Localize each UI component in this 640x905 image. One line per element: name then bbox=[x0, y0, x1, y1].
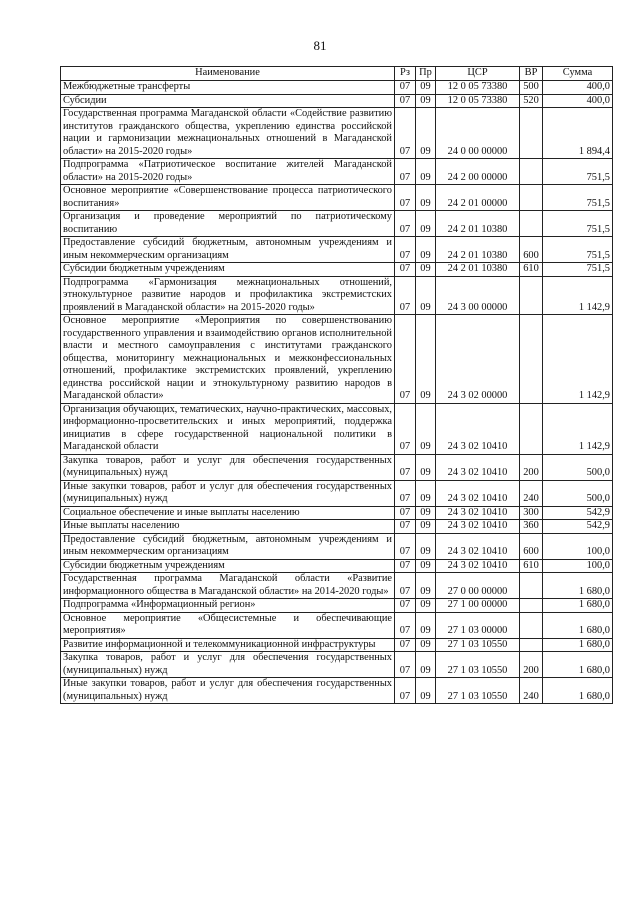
row-pr: 09 bbox=[416, 185, 436, 211]
row-sum: 1 680,0 bbox=[543, 612, 613, 638]
row-pr: 09 bbox=[416, 81, 436, 95]
table-row bbox=[61, 520, 613, 534]
row-rz: 07 bbox=[395, 612, 416, 638]
row-csr: 24 3 02 10410 bbox=[436, 506, 520, 520]
row-pr: 09 bbox=[416, 454, 436, 480]
table-row bbox=[61, 185, 613, 211]
row-pr: 09 bbox=[416, 559, 436, 573]
table-row bbox=[61, 559, 613, 573]
row-vr: 600 bbox=[520, 533, 543, 559]
row-name: Подпрограмма «Патриотическое воспитание жителей Магаданской области» на 2015-2020 годы» bbox=[61, 159, 395, 185]
row-vr bbox=[520, 599, 543, 613]
row-sum: 1 142,9 bbox=[543, 315, 613, 404]
row-csr: 12 0 05 73380 bbox=[436, 81, 520, 95]
row-vr bbox=[520, 211, 543, 237]
row-rz: 07 bbox=[395, 315, 416, 404]
header-name: Наименование bbox=[61, 67, 395, 81]
row-rz: 07 bbox=[395, 108, 416, 159]
header-sum: Сумма bbox=[543, 67, 613, 81]
row-pr: 09 bbox=[416, 108, 436, 159]
row-vr bbox=[520, 638, 543, 652]
row-name: Субсидии бюджетным учреждениям bbox=[61, 263, 395, 277]
row-pr: 09 bbox=[416, 211, 436, 237]
row-pr: 09 bbox=[416, 599, 436, 613]
row-rz: 07 bbox=[395, 159, 416, 185]
row-vr bbox=[520, 612, 543, 638]
row-pr: 09 bbox=[416, 612, 436, 638]
row-csr: 27 0 00 00000 bbox=[436, 573, 520, 599]
table-row bbox=[61, 81, 613, 95]
row-name: Государственная программа Магаданской области «Содействие развитию институтов гражданского общества, укреплению единства российской нации и гармонизации межнациональных отношений в Магаданской области» на 2015-2020 годы» bbox=[61, 108, 395, 159]
row-pr: 09 bbox=[416, 94, 436, 108]
row-sum: 1 894,4 bbox=[543, 108, 613, 159]
row-name: Подпрограмма «Информационный регион» bbox=[61, 599, 395, 613]
row-name: Основное мероприятие «Общесистемные и обеспечивающие мероприятия» bbox=[61, 612, 395, 638]
header-csr: ЦСР bbox=[436, 67, 520, 81]
table-row bbox=[61, 678, 613, 704]
row-sum: 751,5 bbox=[543, 185, 613, 211]
row-rz: 07 bbox=[395, 211, 416, 237]
row-pr: 09 bbox=[416, 506, 436, 520]
row-csr: 24 3 02 10410 bbox=[436, 559, 520, 573]
row-vr: 240 bbox=[520, 480, 543, 506]
row-rz: 07 bbox=[395, 94, 416, 108]
row-sum: 500,0 bbox=[543, 480, 613, 506]
row-csr: 24 3 02 00000 bbox=[436, 315, 520, 404]
row-sum: 400,0 bbox=[543, 94, 613, 108]
row-name: Основное мероприятие «Совершенствование процесса патриотического воспитания» bbox=[61, 185, 395, 211]
row-name: Предоставление субсидий бюджетным, автономным учреждениям и иным некоммерческим организациям bbox=[61, 533, 395, 559]
table-row bbox=[61, 506, 613, 520]
row-rz: 07 bbox=[395, 573, 416, 599]
row-pr: 09 bbox=[416, 520, 436, 534]
table-row bbox=[61, 211, 613, 237]
table-row bbox=[61, 108, 613, 159]
row-rz: 07 bbox=[395, 652, 416, 678]
row-name: Организация обучающих, тематических, научно-практических, массовых, информационно-просветительских и иных мероприятий, поддержка инициатив в сфере государственной национальной политики в Магаданской области bbox=[61, 403, 395, 454]
row-sum: 400,0 bbox=[543, 81, 613, 95]
row-pr: 09 bbox=[416, 159, 436, 185]
table-body bbox=[61, 81, 613, 704]
row-name: Предоставление субсидий бюджетным, автономным учреждениям и иным некоммерческим организациям bbox=[61, 237, 395, 263]
table-row bbox=[61, 315, 613, 404]
table-row bbox=[61, 403, 613, 454]
row-vr bbox=[520, 185, 543, 211]
table-row bbox=[61, 612, 613, 638]
row-rz: 07 bbox=[395, 185, 416, 211]
row-sum: 751,5 bbox=[543, 159, 613, 185]
row-name: Иные закупки товаров, работ и услуг для обеспечения государственных (муниципальных) нужд bbox=[61, 480, 395, 506]
table-row bbox=[61, 599, 613, 613]
row-name: Иные закупки товаров, работ и услуг для обеспечения государственных (муниципальных) нужд bbox=[61, 678, 395, 704]
row-rz: 07 bbox=[395, 276, 416, 315]
row-sum: 1 142,9 bbox=[543, 403, 613, 454]
row-csr: 24 3 02 10410 bbox=[436, 520, 520, 534]
row-csr: 24 2 01 10380 bbox=[436, 263, 520, 277]
row-vr: 610 bbox=[520, 263, 543, 277]
row-sum: 1 680,0 bbox=[543, 573, 613, 599]
row-sum: 542,9 bbox=[543, 520, 613, 534]
row-rz: 07 bbox=[395, 237, 416, 263]
row-vr: 600 bbox=[520, 237, 543, 263]
row-csr: 27 1 03 10550 bbox=[436, 678, 520, 704]
row-vr: 200 bbox=[520, 652, 543, 678]
table-row bbox=[61, 263, 613, 277]
row-csr: 27 1 03 10550 bbox=[436, 638, 520, 652]
row-csr: 24 0 00 00000 bbox=[436, 108, 520, 159]
row-rz: 07 bbox=[395, 480, 416, 506]
row-csr: 24 3 02 10410 bbox=[436, 480, 520, 506]
row-sum: 751,5 bbox=[543, 237, 613, 263]
row-vr bbox=[520, 108, 543, 159]
table-header-row bbox=[61, 67, 613, 81]
row-name: Социальное обеспечение и иные выплаты населению bbox=[61, 506, 395, 520]
row-rz: 07 bbox=[395, 81, 416, 95]
table-row bbox=[61, 573, 613, 599]
row-csr: 27 1 03 10550 bbox=[436, 652, 520, 678]
row-csr: 24 2 01 10380 bbox=[436, 237, 520, 263]
row-vr bbox=[520, 573, 543, 599]
row-name: Закупка товаров, работ и услуг для обеспечения государственных (муниципальных) нужд bbox=[61, 652, 395, 678]
table-row bbox=[61, 652, 613, 678]
row-name: Основное мероприятие «Мероприятия по совершенствованию государственного управления и взаимодействию органов исполнительной власти и местного самоуправления с институтами гражданского общества, мониторингу межнациональных и межконфессиональных отношений, профилактике экстремистских проявлений, укреплению единства российской нации и этнокультурному развитию народов в Магаданской области» bbox=[61, 315, 395, 404]
row-name: Субсидии bbox=[61, 94, 395, 108]
header-rz: Рз bbox=[395, 67, 416, 81]
row-vr: 240 bbox=[520, 678, 543, 704]
row-pr: 09 bbox=[416, 276, 436, 315]
row-sum: 100,0 bbox=[543, 559, 613, 573]
row-vr bbox=[520, 315, 543, 404]
row-rz: 07 bbox=[395, 638, 416, 652]
table-row bbox=[61, 94, 613, 108]
table-row bbox=[61, 237, 613, 263]
row-vr bbox=[520, 159, 543, 185]
table-row bbox=[61, 638, 613, 652]
row-vr: 520 bbox=[520, 94, 543, 108]
row-vr bbox=[520, 403, 543, 454]
row-rz: 07 bbox=[395, 263, 416, 277]
row-sum: 500,0 bbox=[543, 454, 613, 480]
row-pr: 09 bbox=[416, 638, 436, 652]
row-vr: 360 bbox=[520, 520, 543, 534]
table-row bbox=[61, 533, 613, 559]
row-pr: 09 bbox=[416, 237, 436, 263]
row-csr: 12 0 05 73380 bbox=[436, 94, 520, 108]
row-name: Межбюджетные трансферты bbox=[61, 81, 395, 95]
row-vr: 610 bbox=[520, 559, 543, 573]
row-csr: 24 3 02 10410 bbox=[436, 454, 520, 480]
row-rz: 07 bbox=[395, 506, 416, 520]
row-csr: 24 3 02 10410 bbox=[436, 533, 520, 559]
row-pr: 09 bbox=[416, 315, 436, 404]
row-csr: 24 2 00 00000 bbox=[436, 159, 520, 185]
header-vr: ВР bbox=[520, 67, 543, 81]
row-vr: 200 bbox=[520, 454, 543, 480]
row-csr: 24 2 01 00000 bbox=[436, 185, 520, 211]
row-csr: 24 3 00 00000 bbox=[436, 276, 520, 315]
row-csr: 27 1 03 00000 bbox=[436, 612, 520, 638]
row-pr: 09 bbox=[416, 480, 436, 506]
budget-table bbox=[60, 66, 613, 704]
row-name: Государственная программа Магаданской области «Развитие информационного общества в Магаданской области» на 2014-2020 годы» bbox=[61, 573, 395, 599]
row-rz: 07 bbox=[395, 599, 416, 613]
row-rz: 07 bbox=[395, 403, 416, 454]
row-name: Подпрограмма «Гармонизация межнациональных отношений, этнокультурное развитие народов и профилактика экстремистских проявлений в Магаданской области» на 2015-2020 годы» bbox=[61, 276, 395, 315]
row-sum: 542,9 bbox=[543, 506, 613, 520]
table-row bbox=[61, 276, 613, 315]
row-name: Субсидии бюджетным учреждениям bbox=[61, 559, 395, 573]
row-csr: 24 3 02 10410 bbox=[436, 403, 520, 454]
row-sum: 1 680,0 bbox=[543, 638, 613, 652]
row-pr: 09 bbox=[416, 263, 436, 277]
row-pr: 09 bbox=[416, 403, 436, 454]
row-vr bbox=[520, 276, 543, 315]
row-vr: 300 bbox=[520, 506, 543, 520]
row-rz: 07 bbox=[395, 559, 416, 573]
row-name: Организация и проведение мероприятий по патриотическому воспитанию bbox=[61, 211, 395, 237]
row-name: Развитие информационной и телекоммуникационной инфраструктуры bbox=[61, 638, 395, 652]
row-name: Иные выплаты населению bbox=[61, 520, 395, 534]
row-sum: 1 680,0 bbox=[543, 678, 613, 704]
row-rz: 07 bbox=[395, 533, 416, 559]
table-row bbox=[61, 454, 613, 480]
row-csr: 27 1 00 00000 bbox=[436, 599, 520, 613]
row-csr: 24 2 01 10380 bbox=[436, 211, 520, 237]
page-number: 81 bbox=[313, 38, 327, 53]
row-pr: 09 bbox=[416, 652, 436, 678]
row-sum: 100,0 bbox=[543, 533, 613, 559]
row-rz: 07 bbox=[395, 678, 416, 704]
row-rz: 07 bbox=[395, 520, 416, 534]
row-sum: 751,5 bbox=[543, 211, 613, 237]
row-sum: 1 680,0 bbox=[543, 652, 613, 678]
row-vr: 500 bbox=[520, 81, 543, 95]
header-pr: Пр bbox=[416, 67, 436, 81]
row-sum: 751,5 bbox=[543, 263, 613, 277]
row-pr: 09 bbox=[416, 678, 436, 704]
row-sum: 1 142,9 bbox=[543, 276, 613, 315]
row-name: Закупка товаров, работ и услуг для обеспечения государственных (муниципальных) нужд bbox=[61, 454, 395, 480]
row-pr: 09 bbox=[416, 533, 436, 559]
table-row bbox=[61, 480, 613, 506]
row-pr: 09 bbox=[416, 573, 436, 599]
row-rz: 07 bbox=[395, 454, 416, 480]
row-sum: 1 680,0 bbox=[543, 599, 613, 613]
table-row bbox=[61, 159, 613, 185]
